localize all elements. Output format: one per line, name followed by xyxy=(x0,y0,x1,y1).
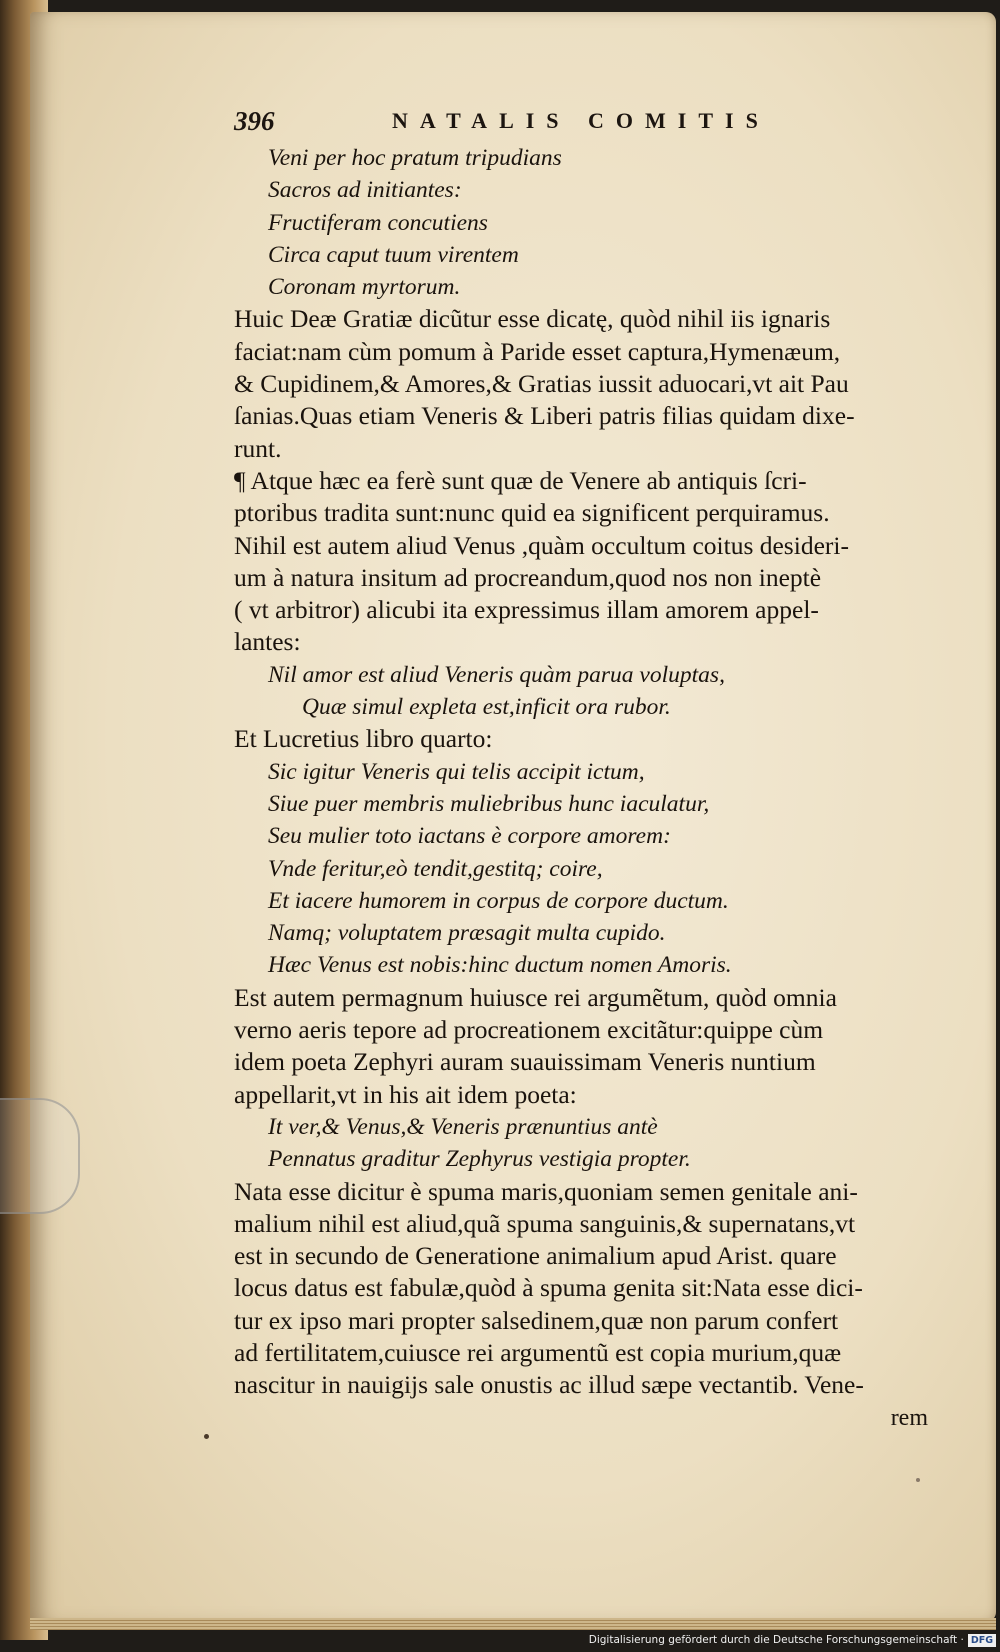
prose-line: ( vt arbitror) alicubi ita expressimus illam amorem appel- xyxy=(234,595,819,625)
verse-line: Sic igitur Veneris qui telis accipit ictum, xyxy=(268,758,645,785)
page-clip xyxy=(0,1098,80,1214)
page-header xyxy=(234,106,834,136)
verse-line: Fructiferam concutiens xyxy=(268,209,488,236)
prose-line: tur ex ipso mari propter salsedinem,quæ non parum confert xyxy=(234,1305,839,1335)
prose-line: ptoribus tradita sunt:nunc quid ea significent perquiramus. xyxy=(234,498,830,528)
prose-line: verno aeris tepore ad procreationem excitãtur:quippe cùm xyxy=(234,1015,824,1045)
ink-speck xyxy=(916,1478,920,1482)
dfg-logo: DFG xyxy=(968,1634,996,1647)
ink-speck xyxy=(204,1434,209,1439)
verse-line: Hæc Venus est nobis:hinc ductum nomen Amoris. xyxy=(268,952,732,979)
catchword: rem xyxy=(890,1404,928,1431)
verse-line: Pennatus graditur Zephyrus vestigia propter. xyxy=(268,1146,691,1173)
prose-line: & Cupidinem,& Amores,& Gratias iussit aduocari,vt ait Pau xyxy=(234,369,849,399)
page-number: 396 xyxy=(234,106,275,136)
verse-line: Coronam myrtorum. xyxy=(268,274,461,301)
prose-line: um à natura insitum ad procreandum,quod nos non ineptè xyxy=(234,562,822,592)
prose-line: Est autem permagnum huiusce rei argumẽtum, quòd omnia xyxy=(234,982,837,1012)
prose-line: Et Lucretius libro quarto: xyxy=(234,724,493,754)
prose-line: malium nihil est aliud,quã spuma sanguinis,& supernatans,vt xyxy=(234,1208,856,1238)
verse-line: Quæ simul expleta est,inficit ora rubor. xyxy=(302,694,671,721)
verse-line: Seu mulier toto iactans è corpore amorem: xyxy=(268,823,671,850)
prose-line: Huic Deæ Gratiæ dicũtur esse dicatę, quòd nihil iis ignaris xyxy=(234,304,831,334)
verse-line: Veni per hoc pratum tripudians xyxy=(268,145,562,171)
prose-line: lantes: xyxy=(234,627,301,657)
prose-line: locus datus est fabulæ,quòd à spuma genita sit:Nata esse dici- xyxy=(234,1273,863,1303)
verse-line: Circa caput tuum virentem xyxy=(268,241,519,268)
verse-line: Sacros ad initiantes: xyxy=(268,177,462,204)
verse-line: It ver,& Venus,& Veneris prænuntius antè xyxy=(268,1113,658,1140)
verse-line: Et iacere humorem in corpus de corpore ductum. xyxy=(268,887,729,914)
verse-line: Namq; voluptatem præsagit multa cupido. xyxy=(268,920,666,947)
prose-line: ¶ Atque hæc ea ferè sunt quæ de Venere ab antiquis ſcri- xyxy=(234,465,807,495)
digitization-credit xyxy=(589,1632,996,1648)
verse-line: Vnde feritur,eò tendit,gestitq; coire, xyxy=(268,855,603,882)
prose-line: ſanias.Quas etiam Veneris & Liberi patris filias quidam dixe- xyxy=(234,401,855,431)
running-head: NATALIS COMITIS xyxy=(392,108,770,133)
prose-line: Nata esse dicitur è spuma maris,quoniam semen genitale ani- xyxy=(234,1176,858,1206)
prose-line: nascitur in nauigijs sale onustis ac illud sæpe vectantib. Vene- xyxy=(234,1370,864,1400)
verse-line: Siue puer membris muliebribus hunc iaculatur, xyxy=(268,790,710,817)
prose-line: est in secundo de Generatione animalium apud Arist. quare xyxy=(234,1241,837,1271)
prose-line: runt. xyxy=(234,433,282,463)
prose-line: idem poeta Zephyri auram suauissimam Veneris nuntium xyxy=(234,1047,816,1077)
prose-line: ad fertilitatem,cuiusce rei argumentũ est copia murium,quæ xyxy=(234,1337,842,1367)
prose-line: faciat:nam cùm pomum à Paride esset captura,Hymenæum, xyxy=(234,336,841,366)
credit-text: Digitalisierung gefördert durch die Deutsche Forschungsgemeinschaft · xyxy=(588,1634,964,1646)
prose-line: Nihil est autem aliud Venus ,quàm occultum coitus desideri- xyxy=(234,530,849,560)
verse-line: Nil amor est aliud Veneris quàm parua voluptas, xyxy=(268,661,725,688)
prose-line: appellarit,vt in his ait idem poeta: xyxy=(234,1079,577,1109)
page-stack-edge xyxy=(30,1618,996,1630)
body-text xyxy=(234,142,934,1434)
